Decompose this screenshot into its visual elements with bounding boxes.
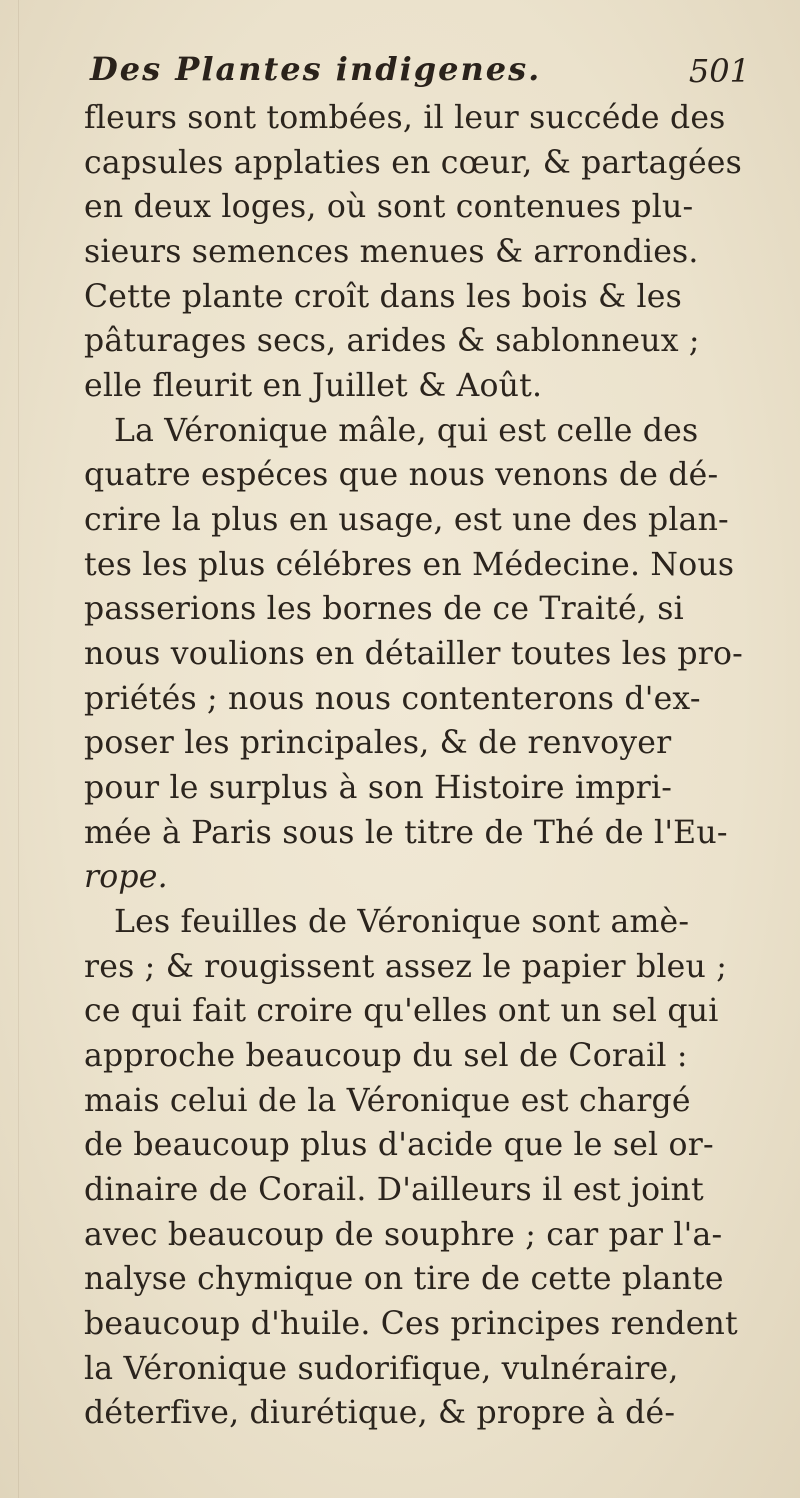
- text-line: de beaucoup plus d'acide que le sel or-: [84, 1127, 714, 1163]
- text-line: quatre espéces que nous venons de dé-: [84, 457, 719, 493]
- text-line: res ; & rougissent assez le papier bleu ;: [84, 949, 728, 985]
- page-number: 501: [688, 52, 750, 90]
- text-line: déterfive, diurétique, & propre à dé-: [84, 1395, 676, 1431]
- text-line: Cette plante croît dans les bois & les: [84, 279, 682, 315]
- text-line: mais celui de la Véronique est chargé: [84, 1083, 691, 1119]
- text-line: passerions les bornes de ce Traité, si: [84, 591, 684, 627]
- running-title: Des Plantes indigenes.: [90, 50, 542, 88]
- text-line: mée à Paris sous le titre de Thé de l'Eu-: [84, 815, 728, 851]
- text-line: en deux loges, où sont contenues plu-: [84, 189, 694, 225]
- text-line: capsules applaties en cœur, & partagées: [84, 145, 742, 181]
- text-line: dinaire de Corail. D'ailleurs il est joint: [84, 1172, 704, 1208]
- text-line: elle fleurit en Juillet & Août.: [84, 368, 543, 404]
- text-line: crire la plus en usage, est une des plan-: [84, 502, 729, 538]
- text-line: pour le surplus à son Histoire impri-: [84, 770, 673, 806]
- text-line: rope.: [84, 859, 168, 895]
- text-line: approche beaucoup du sel de Corail :: [84, 1038, 688, 1074]
- text-line: avec beaucoup de souphre ; car par l'a-: [84, 1217, 723, 1253]
- text-line: priétés ; nous nous contenterons d'ex-: [84, 681, 701, 717]
- text-line: sieurs semences menues & arrondies.: [84, 234, 699, 270]
- text-line: fleurs sont tombées, il leur succéde des: [84, 100, 726, 136]
- text-line: la Véronique sudorifique, vulnéraire,: [84, 1351, 679, 1387]
- text-line: nalyse chymique on tire de cette plante: [84, 1261, 724, 1297]
- text-line: nous voulions en détailler toutes les pro-: [84, 636, 743, 672]
- text-line: poser les principales, & de renvoyer: [84, 725, 672, 761]
- text-line: La Véronique mâle, qui est celle des: [114, 413, 699, 449]
- text-line: pâturages secs, arides & sablonneux ;: [84, 323, 700, 359]
- text-line: Les feuilles de Véronique sont amè-: [114, 904, 690, 940]
- text-line: beaucoup d'huile. Ces principes rendent: [84, 1306, 738, 1342]
- text-line: ce qui fait croire qu'elles ont un sel qui: [84, 993, 719, 1029]
- text-line: tes les plus célébres en Médecine. Nous: [84, 547, 735, 583]
